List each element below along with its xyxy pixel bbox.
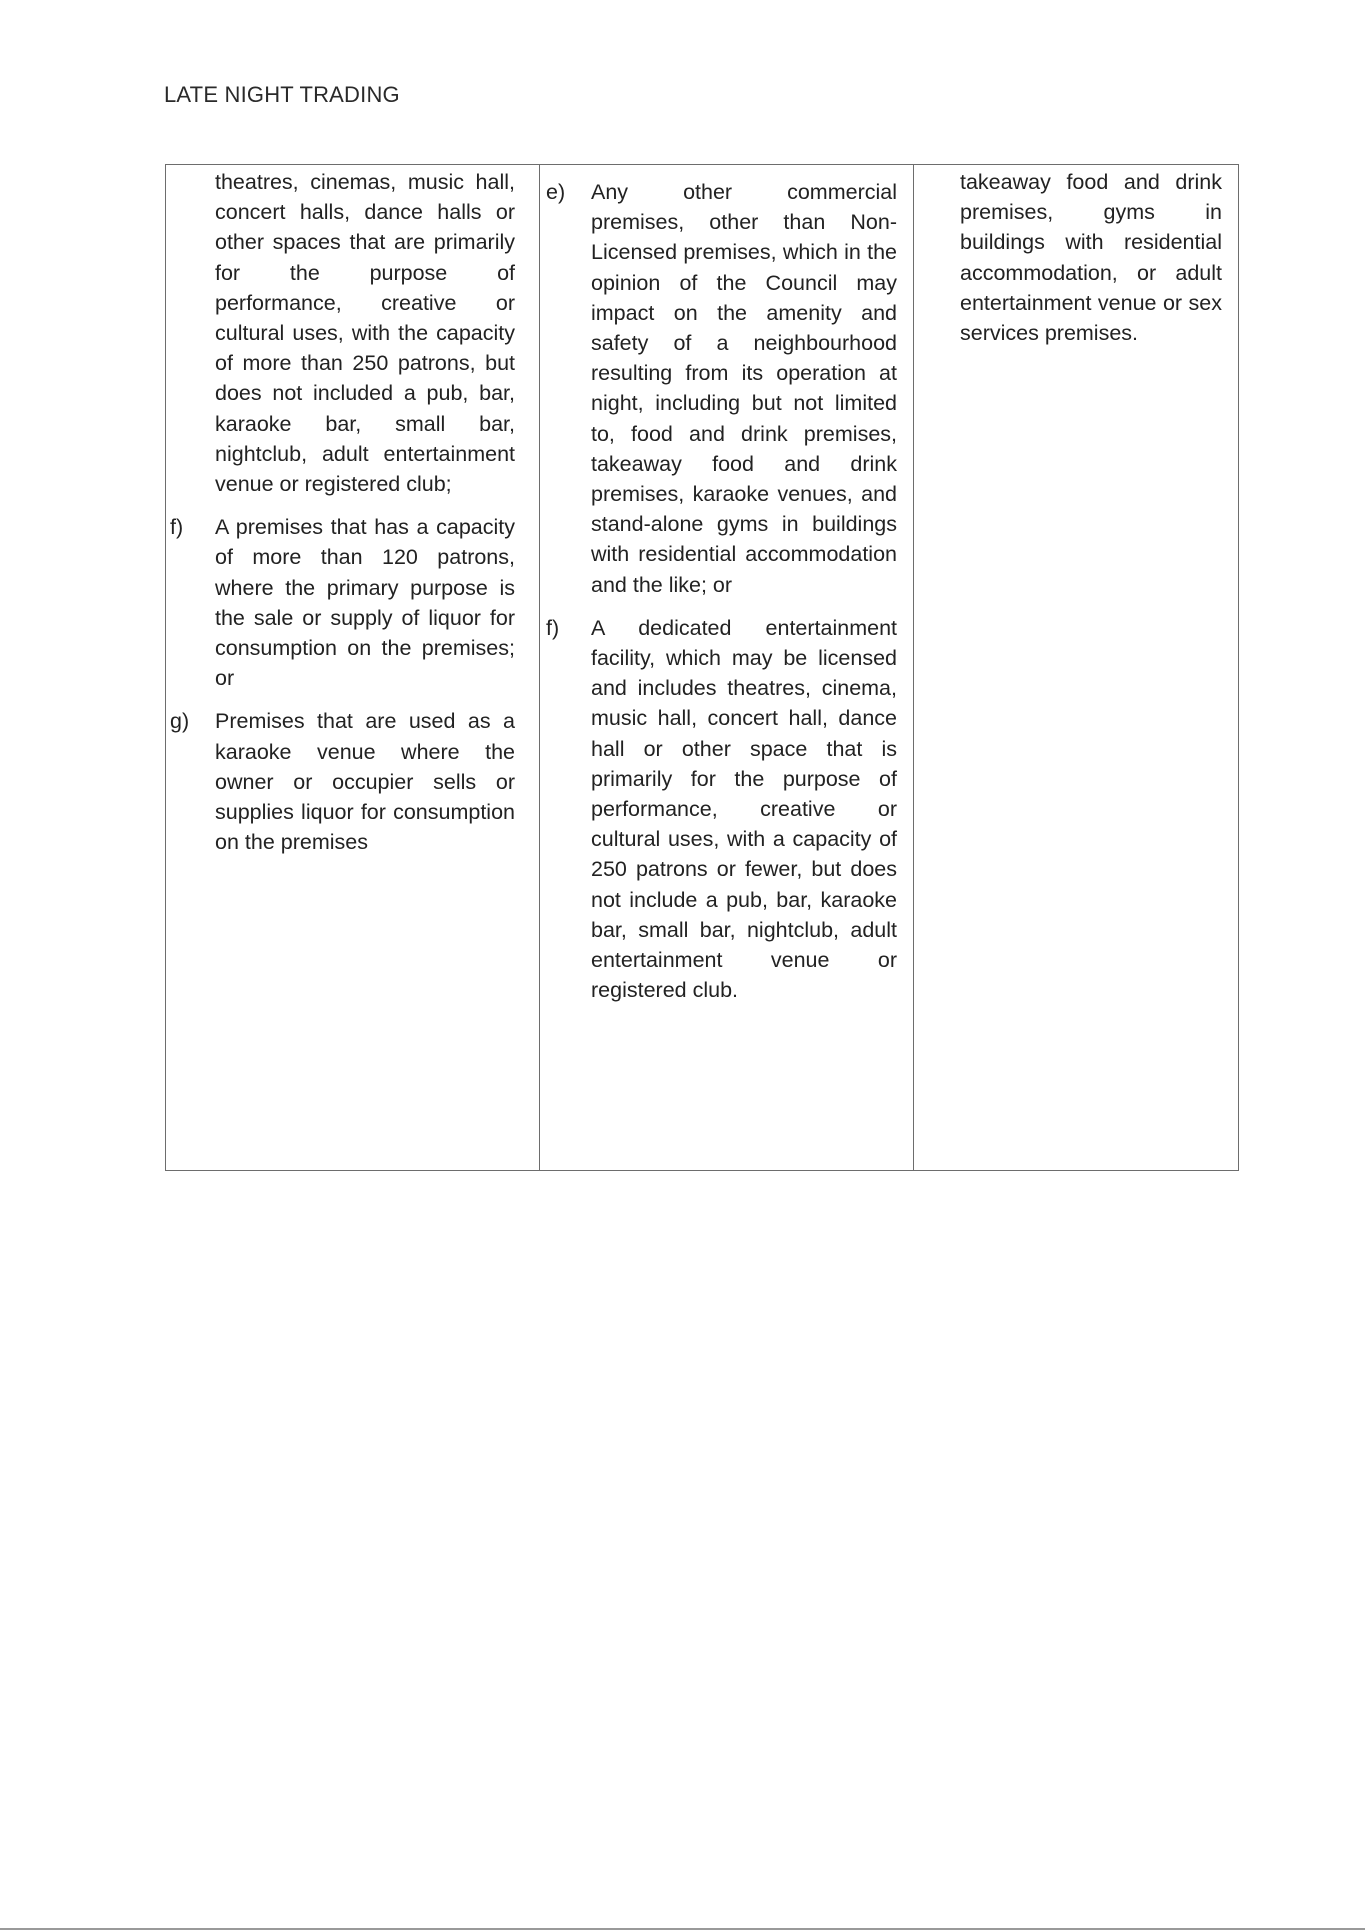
table-column-1 [166, 165, 540, 1170]
list-item-continuation [170, 167, 515, 499]
list-item-label: e) [546, 180, 566, 204]
list-item-f [170, 512, 515, 693]
list-item-label: f) [546, 615, 560, 640]
table-column-3 [914, 165, 1238, 1170]
list-item-label: f) [170, 515, 184, 540]
list-item-text: theatres, cinemas, music hall, concert halls, dance halls or other spaces that are primarily for the purpose of performance, creative or cultural uses, with the capacity of more than 250 patrons, but does not included a pub, bar, karaoke bar, small bar, nightclub, adult entertainment venue or registered club; [215, 170, 515, 497]
list-item-label: g) [170, 709, 190, 734]
list-item-g [170, 706, 515, 857]
list-item-text: A premises that has a capacity of more than 120 patrons, where the primary purpose is the sale or supply of liquor for consumption on the premises; or [215, 515, 515, 691]
list-item-text: Any other commercial premises, other than Non-Licensed premises, which in the opinion of the Council may impact on the amenity and safety of a neighbourhood resulting from its operation at night, including but not limited to, food and drink premises, takeaway food and drink premises, karaoke venues, and stand-alone gyms in buildings with residential accommodation and the like; or [591, 180, 897, 597]
column-text: takeaway food and drink premises, gyms in buildings with residential accommodation, or adult entertainment venue or sex services premises. [960, 170, 1222, 346]
document-table [165, 164, 1239, 1171]
list-item-f [546, 613, 897, 1006]
page-header-title: LATE NIGHT TRADING [164, 82, 400, 107]
list-item-text: A dedicated entertainment facility, which may be licensed and includes theatres, cinema, music hall, concert hall, dance hall or other space that is primarily for the purpose of performance, creative or cultural uses, with a capacity of 250 patrons or fewer, but does not include a pub, bar, karaoke bar, small bar, nightclub, adult entertainment venue or registered club. [591, 615, 897, 1003]
list-item-e [546, 177, 897, 600]
table-column-2 [540, 165, 914, 1170]
list-item-text: Premises that are used as a karaoke venue where the owner or occupier sells or supplies liquor for consumption on the premises [215, 709, 515, 855]
